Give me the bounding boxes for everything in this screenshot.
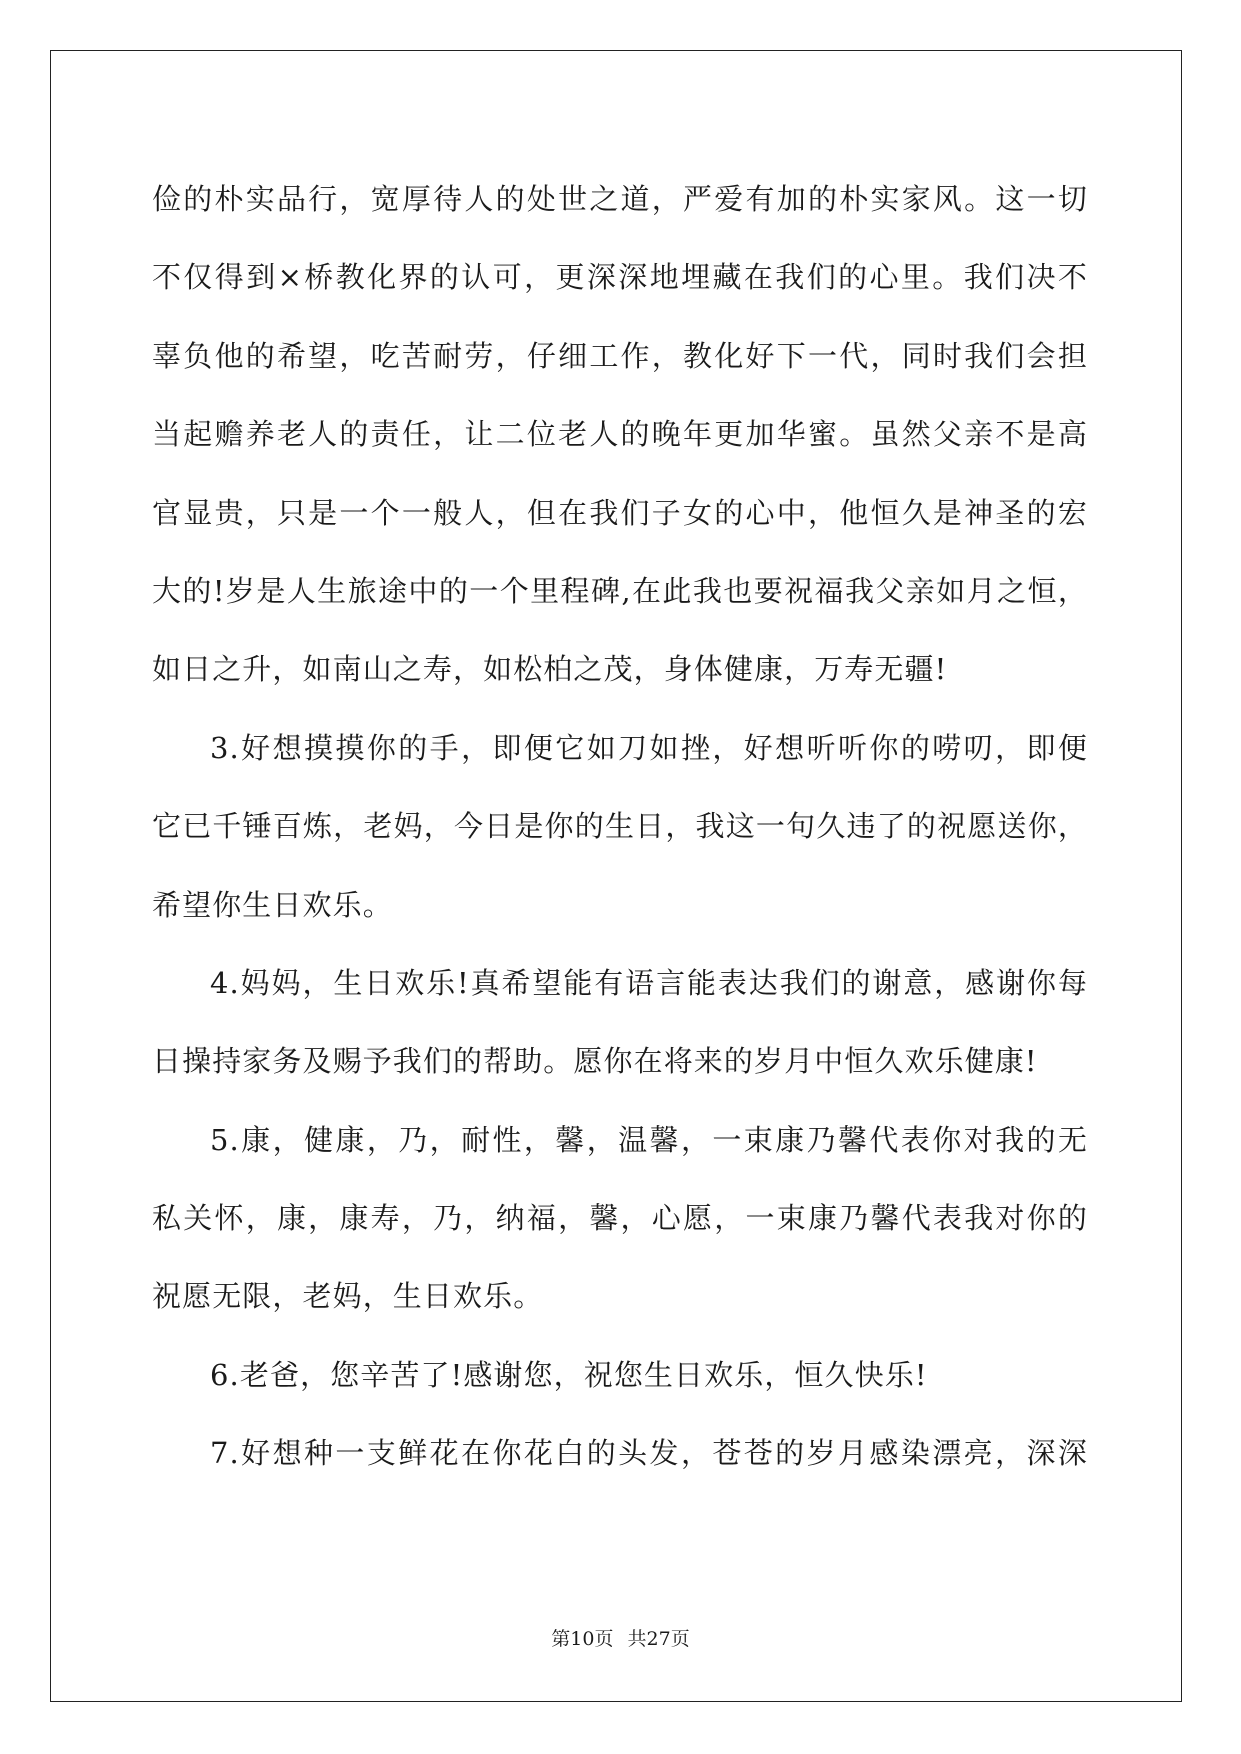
text-line: 当起赡养老人的责任，让二位老人的晚年更加华蜜。虽然父亲不是高 [152, 417, 1088, 452]
text-line: 大的!岁是人生旅途中的一个里程碑,在此我也要祝福我父亲如月之恒， [152, 573, 1088, 608]
text-line: 官显贵，只是一个一般人，但在我们子女的心中，他恒久是神圣的宏 [152, 495, 1088, 530]
paragraph-first-line: 6.老爸，您辛苦了!感谢您，祝您生日欢乐，恒久快乐! [210, 1357, 928, 1392]
paragraph-first-line: 4.妈妈，生日欢乐!真希望能有语言能表达我们的谢意，感谢你每 [210, 965, 1088, 1000]
text-line: 它已千锤百炼，老妈，今日是你的生日，我这一句久违了的祝愿送你， [152, 809, 1088, 844]
text-line: 不仅得到×桥教化界的认可，更深深地埋藏在我们的心里。我们决不 [152, 260, 1088, 295]
text-line: 祝愿无限，老妈，生日欢乐。 [152, 1279, 544, 1314]
paragraph-first-line: 5.康，健康，乃，耐性，馨，温馨，一束康乃馨代表你对我的无 [210, 1122, 1088, 1157]
text-line: 私关怀，康，康寿，乃，纳福，馨，心愿，一束康乃馨代表我对你的 [152, 1201, 1088, 1236]
text-line: 日操持家务及赐予我们的帮助。愿你在将来的岁月中恒久欢乐健康! [152, 1044, 1038, 1079]
text-line: 俭的朴实品行，宽厚待人的处世之道，严爱有加的朴实家风。这一切 [152, 182, 1088, 216]
text-line: 如日之升，如南山之寿，如松柏之茂，身体健康，万寿无疆! [152, 652, 948, 687]
paragraph-first-line: 3.好想摸摸你的手，即便它如刀如挫，好想听听你的唠叨，即便 [210, 730, 1088, 765]
page-number-footer: 第10页 共27页 [551, 1628, 690, 1650]
paragraph-first-line: 7.好想种一支鲜花在你花白的头发，苍苍的岁月感染漂亮，深深 [210, 1436, 1088, 1471]
text-line: 希望你生日欢乐。 [152, 887, 393, 922]
text-line: 辜负他的希望，吃苦耐劳，仔细工作，教化好下一代，同时我们会担 [152, 338, 1088, 373]
document-body [152, 160, 1088, 1493]
